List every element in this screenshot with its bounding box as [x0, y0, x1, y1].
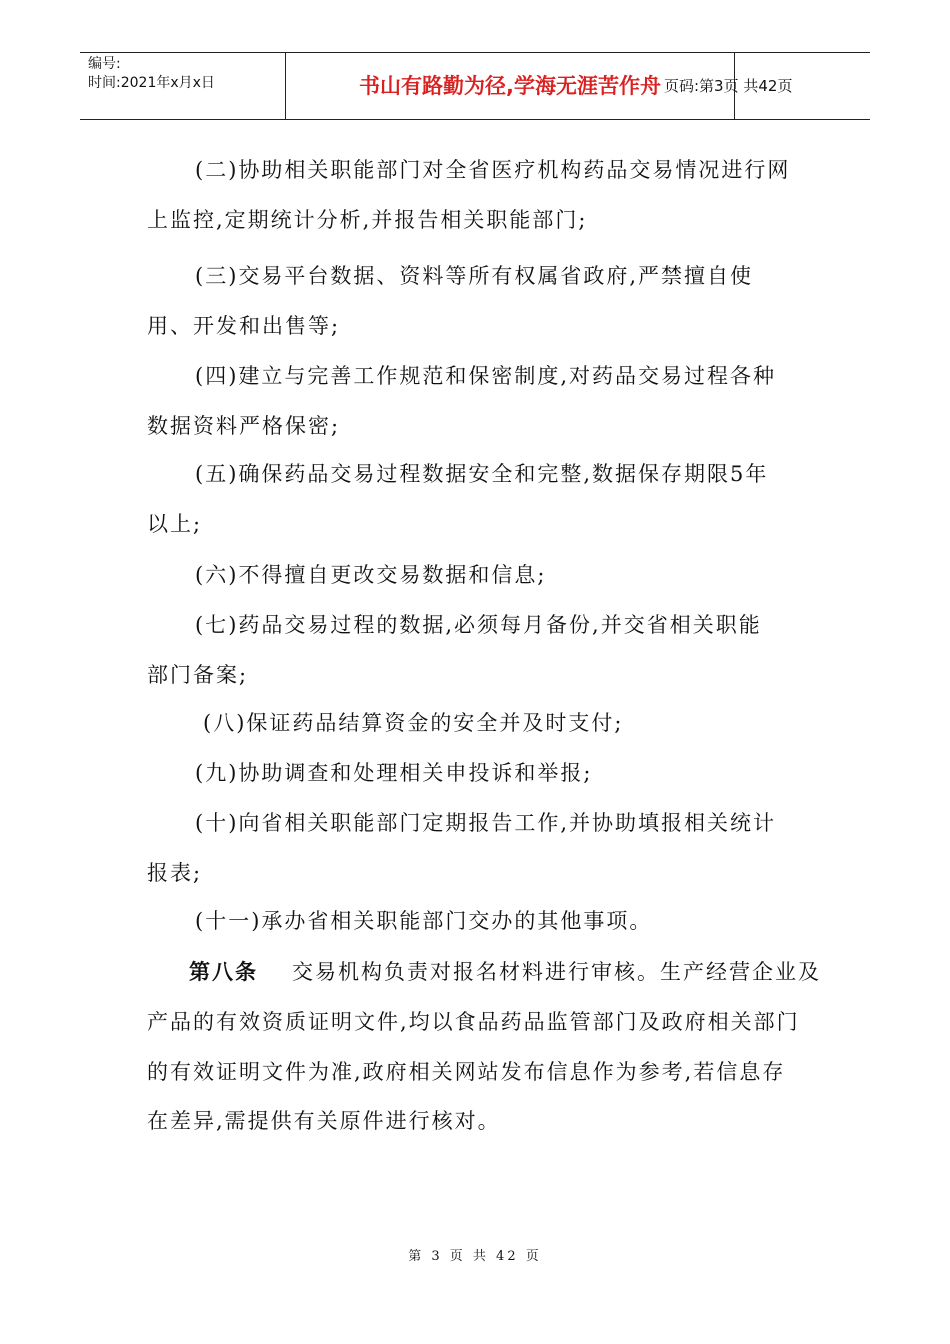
paragraph-line: (五)确保药品交易过程数据安全和完整,数据保存期限5年 — [195, 462, 769, 486]
paragraph-line: 数据资料严格保密; — [147, 414, 341, 438]
article-8-line — [189, 957, 821, 987]
time-label: 时间:2021年x月x日 — [88, 75, 215, 91]
paragraph-line: (七)药品交易过程的数据,必须每月备份,并交省相关职能 — [195, 613, 762, 637]
paragraph-line: (八)保证药品结算资金的安全并及时支付; — [203, 711, 624, 735]
paragraph-line: 报表; — [147, 861, 203, 885]
paragraph-line: (二)协助相关职能部门对全省医疗机构药品交易情况进行网 — [195, 158, 791, 182]
paragraph-line: 产品的有效资质证明文件,均以食品药品监管部门及政府相关部门 — [147, 1010, 800, 1034]
paragraph-line: (六)不得擅自更改交易数据和信息; — [195, 563, 547, 587]
number-label: 编号: — [88, 56, 121, 72]
paragraph-line: 用、开发和出售等; — [147, 314, 341, 338]
paragraph-line: (十)向省相关职能部门定期报告工作,并协助填报相关统计 — [195, 811, 777, 835]
paragraph-line: (九)协助调查和处理相关申投诉和举报; — [195, 761, 593, 785]
header-motto: 书山有路勤为径,学海无涯苦作舟 — [285, 53, 735, 119]
page-footer: 第 3 页 共 42 页 — [408, 1249, 542, 1264]
article-8-text: 交易机构负责对报名材料进行审核。生产经营企业及 — [292, 960, 821, 984]
paragraph-line: 部门备案; — [147, 663, 249, 687]
paragraph-line: 上监控,定期统计分析,并报告相关职能部门; — [147, 208, 588, 232]
header-meta — [88, 55, 215, 93]
paragraph-line: 的有效证明文件为准,政府相关网站发布信息作为参考,若信息存 — [147, 1060, 786, 1084]
header-page-info: 页码:第3页 共42页 — [664, 77, 793, 95]
paragraph-line: 以上; — [147, 512, 203, 536]
paragraph-line: (三)交易平台数据、资料等所有权属省政府,严禁擅自使 — [195, 264, 754, 288]
paragraph-line: 在差异,需提供有关原件进行核对。 — [147, 1109, 501, 1133]
paragraph-line: (十一)承办省相关职能部门交办的其他事项。 — [195, 909, 653, 933]
page-header — [80, 52, 870, 120]
paragraph-line: (四)建立与完善工作规范和保密制度,对药品交易过程各种 — [195, 364, 777, 388]
article-8-title: 第八条 — [189, 959, 258, 984]
